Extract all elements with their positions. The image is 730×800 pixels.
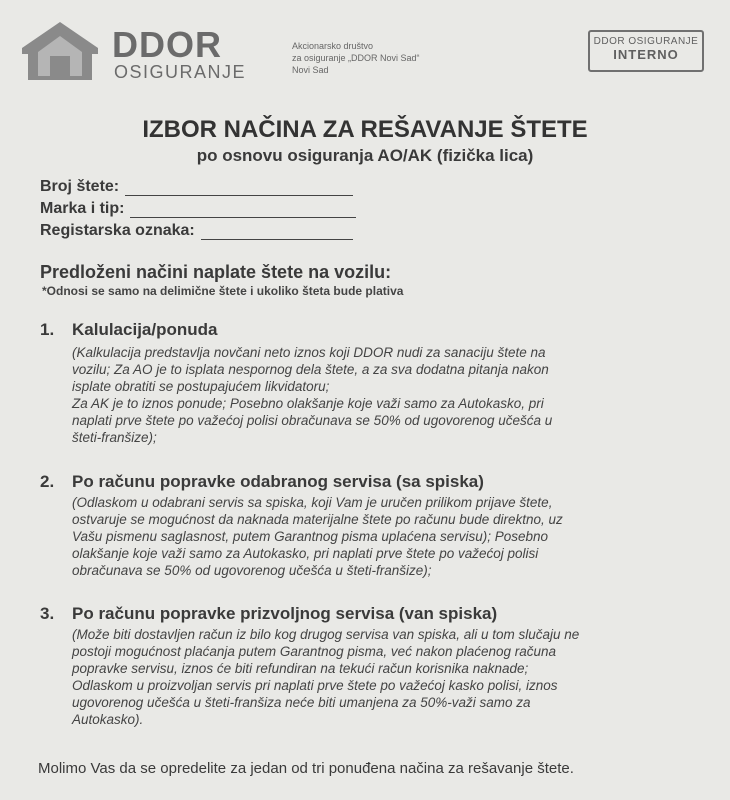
description-line: ostvaruje se mogućnost da naknada materijalne štete po računu bude direktno, uz xyxy=(72,512,563,527)
description-line: šteti-franšize); xyxy=(72,430,157,445)
registration-field xyxy=(40,222,353,240)
option-1-title xyxy=(40,320,217,340)
description-line: vozilu; Za AO je to isplata nespornog dela štete, a za sva dodatna pitanja nakon xyxy=(72,362,549,377)
claim-number-field xyxy=(40,178,353,196)
page-title: IZBOR NAČINA ZA REŠAVANJE ŠTETE xyxy=(142,116,588,143)
description-line: Odlaskom u proizvoljan servis pri naplati prve štete po važećoj kasko polisi, iznos xyxy=(72,678,558,693)
brand-subtitle: OSIGURANJE xyxy=(114,62,247,82)
option-number: 2. xyxy=(40,472,55,491)
description-line: Autokasko). xyxy=(72,712,144,727)
description-line: (Može biti dostavljen račun iz bilo kog drugog servisa van spiska, ali u tom slučaju ne xyxy=(72,627,580,642)
description-line: popravke servisu, iznos će biti refundiran na tekući račun korisnika naknade; xyxy=(72,661,529,676)
field-label: Broj štete: xyxy=(40,178,120,195)
description-line: naplati prve štete po važećoj polisi obračunava se 50% od ugovorenog učešća u xyxy=(72,413,553,428)
field-label: Marka i tip: xyxy=(40,200,125,217)
description-line: (Odlaskom u odabrani servis sa spiska, koji Vam je uručen prilikom prijave štete, xyxy=(72,495,553,510)
description-line: olakšanje koje važi samo za Autokasko, pri naplati prve štete po važećoj polisi xyxy=(72,546,539,561)
brand-name: DDOR xyxy=(112,24,222,65)
blank-line xyxy=(125,181,353,196)
ddor-logo xyxy=(20,18,260,82)
house-logo-icon xyxy=(20,18,100,82)
description-line: obračunava se 50% od ugovorenog učešća u šteti-franšize); xyxy=(72,563,432,578)
option-2-description xyxy=(72,494,672,579)
option-number: 1. xyxy=(40,320,55,339)
blank-line xyxy=(201,225,353,240)
company-line: za osiguranje „DDOR Novi Sad“ xyxy=(292,53,420,63)
stamp-line1: DDOR OSIGURANJE xyxy=(593,36,699,47)
company-line: Novi Sad xyxy=(292,65,329,75)
company-line: Akcionarsko društvo xyxy=(292,41,374,51)
description-line: isplate obratiti se postupajućem likvidatoru; xyxy=(72,379,330,394)
description-line: Vašu pismenu saglasnost, putem Garantnog pisma uplaćena servisu); Posebno xyxy=(72,529,549,544)
option-1-description xyxy=(72,344,672,446)
option-2-title xyxy=(40,472,484,492)
option-label: Po računu popravke prizvoljnog servisa (van spiska) xyxy=(72,604,498,623)
option-3-title xyxy=(40,604,497,624)
company-info xyxy=(292,40,472,76)
closing-request: Molimo Vas da se opredelite za jedan od tri ponuđena načina za rešavanje štete. xyxy=(38,760,574,777)
section-note: *Odnosi se samo na delimične štete i ukoliko šteta bude plativa xyxy=(42,284,404,298)
make-model-field xyxy=(40,200,356,218)
internal-stamp xyxy=(588,30,704,72)
description-line: ugovorenog učešća u šteti-franšiza neće biti umanjena za 50%-važi samo za xyxy=(72,695,531,710)
description-line: (Kalkulacija predstavlja novčani neto iznos koji DDOR nudi za sanaciju štete na xyxy=(72,345,546,360)
description-line: Za AK je to iznos ponude; Posebno olakšanje koje važi samo za Autokasko, pri xyxy=(72,396,544,411)
option-3-description xyxy=(72,626,672,728)
blank-line xyxy=(130,203,356,218)
section-heading: Predloženi načini naplate štete na vozilu: xyxy=(40,262,392,282)
option-label: Kalulacija/ponuda xyxy=(72,320,218,339)
option-label: Po računu popravke odabranog servisa (sa spiska) xyxy=(72,472,484,491)
page-subtitle: po osnovu osiguranja AO/AK (fizička lica) xyxy=(196,146,534,165)
field-label: Registarska oznaka: xyxy=(40,222,195,239)
stamp-line2: INTERNO xyxy=(613,47,679,62)
description-line: postoji mogućnost plaćanja putem Garantnog pisma, već nakon plaćenog računa xyxy=(72,644,557,659)
option-number: 3. xyxy=(40,604,55,623)
